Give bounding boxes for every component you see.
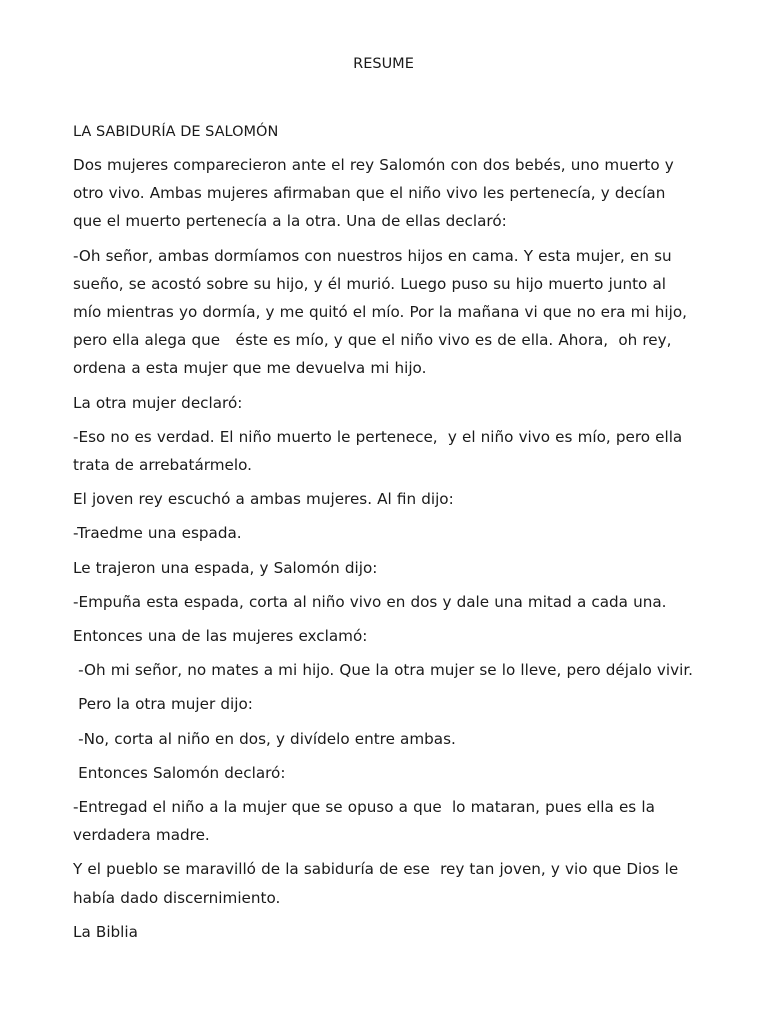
paragraph: La otra mujer declaró: (73, 393, 243, 412)
paragraph: Pero la otra mujer dijo: (73, 695, 253, 714)
paragraph: Entonces Salomón declaró: (73, 763, 286, 782)
paragraph: -Traedme una espada. (73, 524, 242, 543)
source-attribution: La Biblia (73, 922, 138, 941)
paragraph: -Eso no es verdad. El niño muerto le pertenece, y el niño vivo es mío, pero ella trata de arrebatármelo. (73, 427, 688, 475)
document-heading: RESUME (353, 56, 414, 72)
paragraph: -Entregad el niño a la mujer que se opuso a que lo mataran, pues ella es la verdadera madre. (73, 798, 661, 845)
paragraph: -No, corta al niño en dos, y divídelo entre ambas. (73, 729, 456, 748)
story-title: LA SABIDURÍA DE SALOMÓN (73, 124, 279, 140)
paragraph: Y el pueblo se maravilló de la sabiduría de ese rey tan joven, y vio que Dios le había dado discernimiento. (73, 860, 684, 907)
paragraph: Le trajeron una espada, y Salomón dijo: (73, 558, 378, 577)
paragraph: -Empuña esta espada, corta al niño vivo en dos y dale una mitad a cada una. (73, 592, 667, 611)
paragraph: El joven rey escuchó a ambas mujeres. Al fin dijo: (73, 490, 454, 509)
paragraph: -Oh mi señor, no mates a mi hijo. Que la otra mujer se lo lleve, pero déjalo vivir. (73, 661, 694, 680)
paragraph: -Oh señor, ambas dormíamos con nuestros hijos en cama. Y esta mujer, en su sueño, se acostó sobre su hijo, y él murió. Luego puso su hijo muerto junto al mío mientras yo dormía, y me quitó el mío. Por la mañana vi que no era mi hijo, pero ella alega que éste es mío, y que el niño vivo es de ella. Ahora, oh rey, ordena a esta mujer que me devuelva mi hijo. (73, 246, 693, 378)
paragraph: Dos mujeres comparecieron ante el rey Salomón con dos bebés, uno muerto y otro vivo. Ambas mujeres afirmaban que el niño vivo les pertenecía, y decían que el muerto pertenecía a la otra. Una de ellas declaró: (73, 156, 679, 231)
paragraph: Entonces una de las mujeres exclamó: (73, 627, 368, 646)
